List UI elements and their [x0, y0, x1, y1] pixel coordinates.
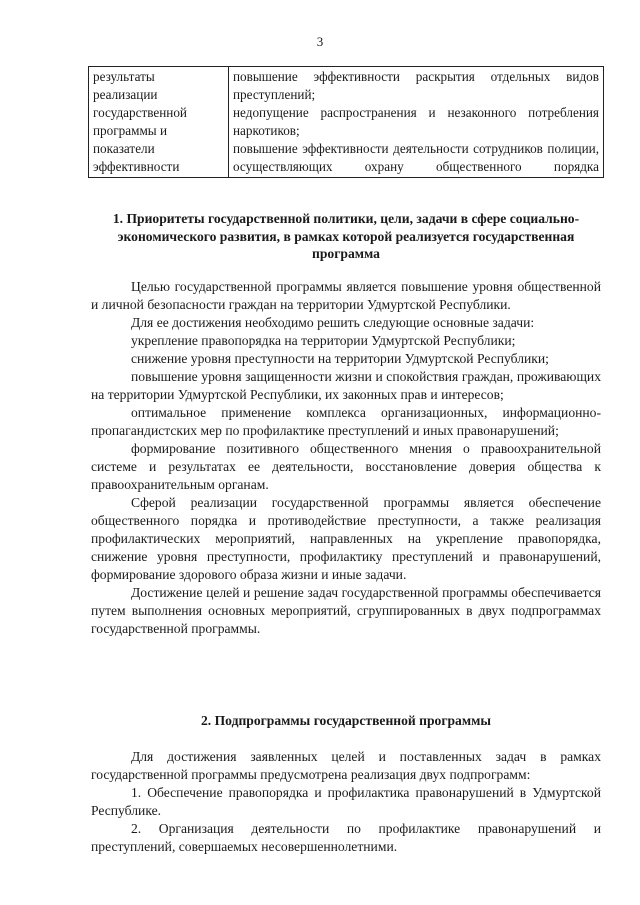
- paragraph: снижение уровня преступности на территории Удмуртской Республики;: [131, 351, 549, 366]
- paragraph: повышение уровня защищенности жизни и спокойствия граждан, проживающих на территории Удмуртской Республики, их законных прав и интересов;: [91, 369, 601, 402]
- label-line: результаты: [93, 69, 155, 84]
- summary-table-content-cell: [229, 67, 604, 178]
- paragraph: Достижение целей и решение задач государственной программы обеспечивается путем выполнения основных мероприятий, сгруппированных в двух подпрограммах государственной программы.: [91, 585, 601, 636]
- label-line: реализации: [93, 87, 158, 102]
- paragraph: Для достижения заявленных целей и поставленных задач в рамках государственной программы предусмотрена реализация двух подпрограмм:: [91, 749, 601, 782]
- paragraph: 2. Организация деятельности по профилактике правонарушений и преступлений, совершаемых несовершеннолетними.: [91, 821, 601, 854]
- paragraph: укрепление правопорядка на территории Удмуртской Республики;: [131, 333, 516, 348]
- label-line: программы и: [93, 123, 168, 138]
- section-2-heading: 2. Подпрограммы государственной программы: [201, 713, 491, 728]
- section-2-body: [91, 748, 601, 856]
- result-item: повышение эффективности деятельности сотрудников полиции, осуществляющих охрану общественного порядка: [233, 141, 599, 174]
- paragraph: оптимальное применение комплекса организационных, информационно-пропагандистских мер по профилактике преступлений и иных правонарушений;: [91, 405, 601, 438]
- result-item: повышение эффективности раскрытия отдельных видов преступлений;: [233, 69, 599, 102]
- section-1-body: [91, 278, 601, 638]
- summary-table-label-cell: [89, 67, 229, 178]
- summary-table: [88, 66, 604, 178]
- paragraph: формирование позитивного общественного мнения о правоохранительной системе и результатах ее деятельности, восстановление доверия общества к правоохранительным органам.: [91, 441, 601, 492]
- paragraph: Для ее достижения необходимо решить следующие основные задачи:: [131, 315, 535, 330]
- label-line: показатели: [93, 141, 155, 156]
- paragraph: 1. Обеспечение правопорядка и профилактика правонарушений в Удмуртской Республике.: [91, 785, 601, 818]
- page-number: 3: [316, 34, 324, 49]
- paragraph: Целью государственной программы является повышение уровня общественной и личной безопасности граждан на территории Удмуртской Республики.: [91, 279, 601, 312]
- label-line: эффективности: [93, 159, 180, 174]
- section-1-heading: 1. Приоритеты государственной политики, цели, задачи в сфере социально-экономического развития, в рамках которой реализуется государственная программа: [112, 211, 580, 261]
- label-line: государственной: [93, 105, 187, 120]
- paragraph: Сферой реализации государственной программы является обеспечение общественного порядка и противодействие преступности, а также реализация профилактических мероприятий, направленных на укрепление правопорядка, снижение уровня преступности, профилактику преступлений и правонарушений, формирование здорового образа жизни и иные задачи.: [91, 495, 601, 582]
- result-item: недопущение распространения и незаконного потребления наркотиков;: [233, 105, 599, 138]
